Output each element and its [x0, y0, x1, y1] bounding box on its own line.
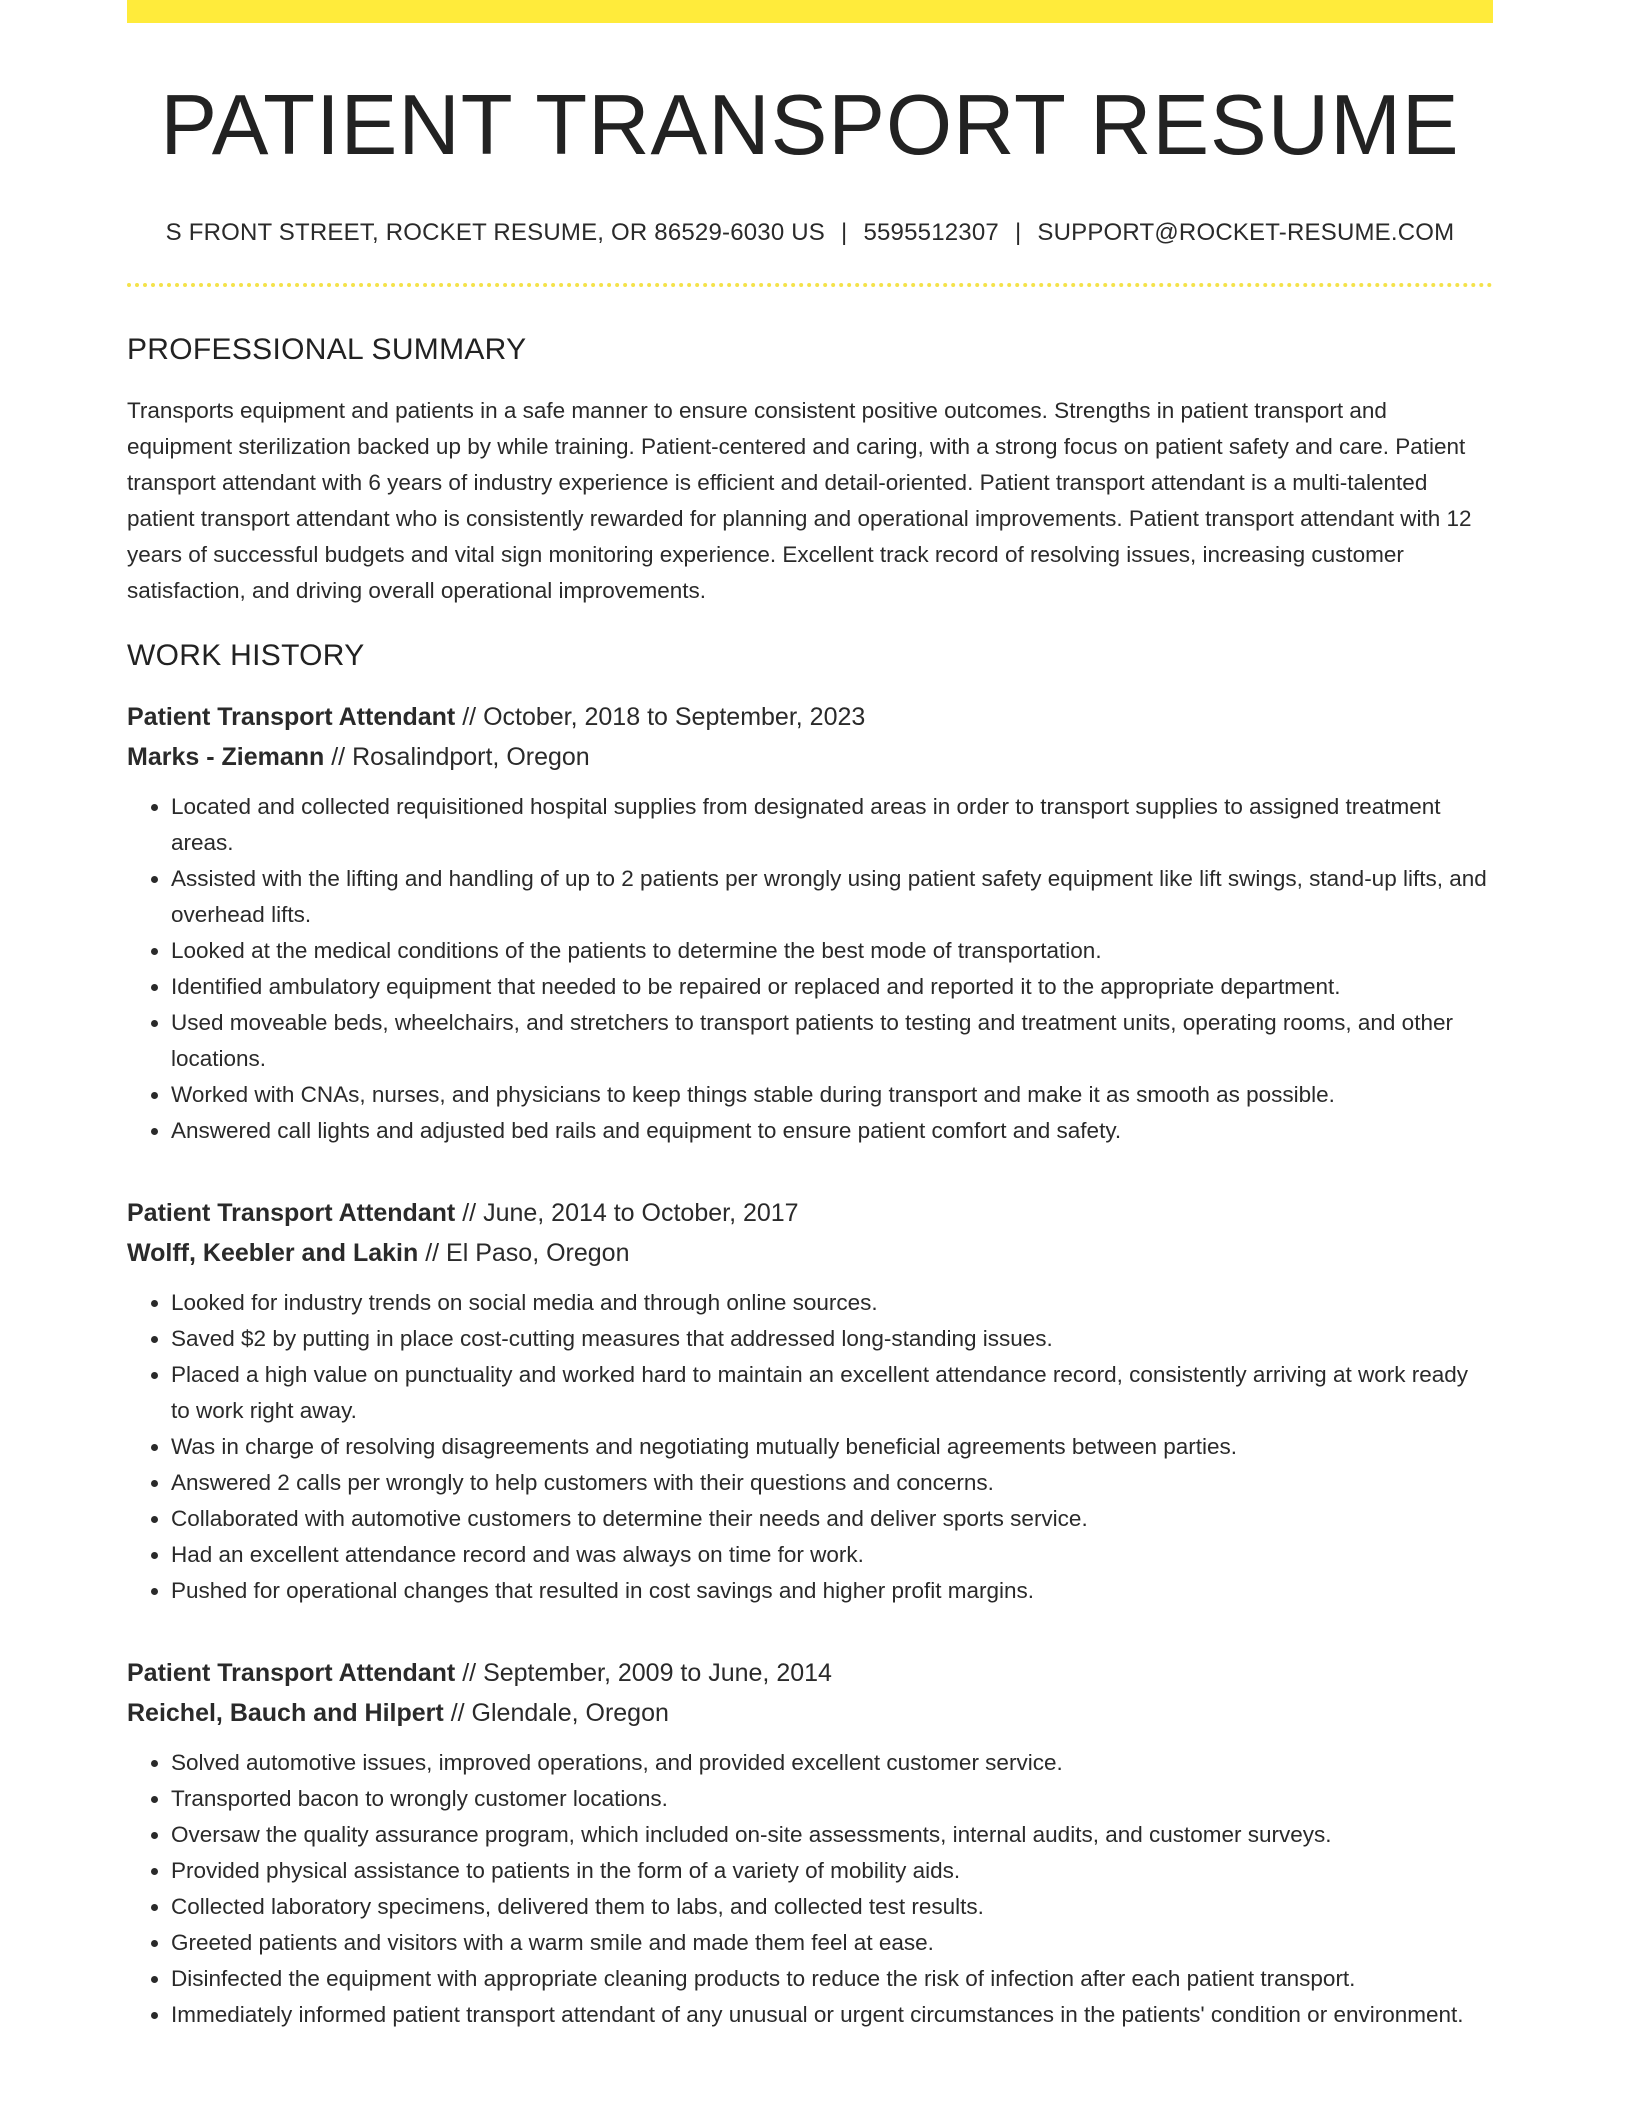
- job-dates: June, 2014 to October, 2017: [483, 1198, 799, 1227]
- bullet-item: • Answered call lights and adjusted bed rails and equipment to ensure patient comfort and safety.: [171, 1113, 1493, 1149]
- bullet-item: • Looked at the medical conditions of the patients to determine the best mode of transportation.: [171, 933, 1493, 969]
- bullet-item: • Looked for industry trends on social media and through online sources.: [171, 1285, 1493, 1321]
- bullet-item: • Identified ambulatory equipment that needed to be repaired or replaced and reported it to the appropriate department.: [171, 969, 1493, 1005]
- bullet-item: • Located and collected requisitioned hospital supplies from designated areas in order to transport supplies to assigned treatment areas.: [171, 789, 1493, 861]
- contact-address: S FRONT STREET, ROCKET RESUME, OR 86529-6030 US: [165, 218, 826, 246]
- bullet-item: • Provided physical assistance to patients in the form of a variety of mobility aids.: [171, 1853, 1493, 1889]
- bullet-item: • Solved automotive issues, improved operations, and provided excellent customer service.: [171, 1745, 1493, 1781]
- accent-top-bar: [127, 0, 1493, 23]
- job-bullets: [127, 1285, 1493, 1609]
- job-entry: [127, 1653, 1493, 2033]
- job-title-line: [127, 1653, 1493, 1693]
- job-title: Patient Transport Attendant: [127, 1198, 456, 1227]
- bullet-item: • Greeted patients and visitors with a warm smile and made them feel at ease.: [171, 1925, 1493, 1961]
- bullet-item: • Used moveable beds, wheelchairs, and stretchers to transport patients to testing and treatment units, operating rooms, and other locations.: [171, 1005, 1493, 1077]
- bullet-item: • Answered 2 calls per wrongly to help customers with their questions and concerns.: [171, 1465, 1493, 1501]
- job-dates: October, 2018 to September, 2023: [483, 702, 866, 731]
- bullet-item: • Placed a high value on punctuality and worked hard to maintain an excellent attendance record, consistently arriving at work ready to work right away.: [171, 1357, 1493, 1429]
- job-location: Glendale, Oregon: [471, 1698, 669, 1727]
- job-title-line: [127, 697, 1493, 737]
- job-location: Rosalindport, Oregon: [352, 742, 590, 771]
- work-history-list: [127, 697, 1493, 2033]
- summary-text: Transports equipment and patients in a safe manner to ensure consistent positive outcomes. Strengths in patient transport and equipment sterilization backed up by while training. Patient-centered and caring, with a strong focus on patient safety and care. Patient transport attendant with 6 years of industry experience is efficient and detail-oriented. Patient transport attendant is a multi-talented patient transport attendant who is consistently rewarded for planning and operational improvements. Patient transport attendant with 12 years of successful budgets and vital sign monitoring experience. Excellent track record of resolving issues, increasing customer satisfaction, and driving overall operational improvements.: [127, 397, 1472, 603]
- contact-separator: |: [841, 218, 848, 246]
- job-company: Marks - Ziemann: [127, 742, 325, 771]
- bullet-item: • Transported bacon to wrongly customer locations.: [171, 1781, 1493, 1817]
- job-company: Wolff, Keebler and Lakin: [127, 1238, 419, 1267]
- work-history-heading: WORK HISTORY: [127, 638, 365, 672]
- bullet-item: • Pushed for operational changes that resulted in cost savings and higher profit margins.: [171, 1573, 1493, 1609]
- bullet-item: • Had an excellent attendance record and was always on time for work.: [171, 1537, 1493, 1573]
- resume-content: [127, 23, 1493, 2033]
- job-company-line: [127, 737, 1493, 777]
- job-company: Reichel, Bauch and Hilpert: [127, 1698, 444, 1727]
- contact-separator: |: [1014, 218, 1022, 246]
- summary-heading: PROFESSIONAL SUMMARY: [127, 332, 527, 366]
- delimiter: //: [455, 1198, 484, 1227]
- contact-line: [127, 219, 1493, 247]
- delimiter: //: [455, 702, 484, 731]
- delimiter: //: [324, 742, 353, 771]
- bullet-item: • Collaborated with automotive customers to determine their needs and deliver sports service.: [171, 1501, 1493, 1537]
- bullet-item: • Was in charge of resolving disagreements and negotiating mutually beneficial agreements between parties.: [171, 1429, 1493, 1465]
- bullet-item: • Disinfected the equipment with appropriate cleaning products to reduce the risk of infection after each patient transport.: [171, 1961, 1493, 1997]
- job-entry: [127, 697, 1493, 1149]
- bullet-item: • Saved $2 by putting in place cost-cutting measures that addressed long-standing issues.: [171, 1321, 1493, 1357]
- delimiter: //: [443, 1698, 472, 1727]
- job-location: El Paso, Oregon: [446, 1238, 630, 1267]
- bullet-item: • Immediately informed patient transport attendant of any unusual or urgent circumstances in the patients' condition or environment.: [171, 1997, 1493, 2033]
- bullet-item: • Assisted with the lifting and handling of up to 2 patients per wrongly using patient safety equipment like lift swings, stand-up lifts, and overhead lifts.: [171, 861, 1493, 933]
- job-entry: [127, 1193, 1493, 1609]
- bullet-item: • Oversaw the quality assurance program, which included on-site assessments, internal audits, and customer surveys.: [171, 1817, 1493, 1853]
- delimiter: //: [455, 1658, 484, 1687]
- bullet-item: • Worked with CNAs, nurses, and physicians to keep things stable during transport and make it as smooth as possible.: [171, 1077, 1493, 1113]
- job-bullets: [127, 1745, 1493, 2033]
- dotted-divider: [127, 283, 1493, 287]
- job-dates: September, 2009 to June, 2014: [483, 1658, 832, 1687]
- job-bullets: [127, 789, 1493, 1149]
- job-company-line: [127, 1233, 1493, 1273]
- bullet-item: • Collected laboratory specimens, delivered them to labs, and collected test results.: [171, 1889, 1493, 1925]
- job-title: Patient Transport Attendant: [127, 1658, 456, 1687]
- job-title: Patient Transport Attendant: [127, 702, 456, 731]
- job-title-line: [127, 1193, 1493, 1233]
- contact-phone: 5595512307: [863, 218, 999, 246]
- job-company-line: [127, 1693, 1493, 1733]
- resume-title: PATIENT TRANSPORT RESUME: [160, 78, 1460, 173]
- contact-email: SUPPORT@ROCKET-RESUME.COM: [1037, 218, 1455, 246]
- delimiter: //: [418, 1238, 447, 1267]
